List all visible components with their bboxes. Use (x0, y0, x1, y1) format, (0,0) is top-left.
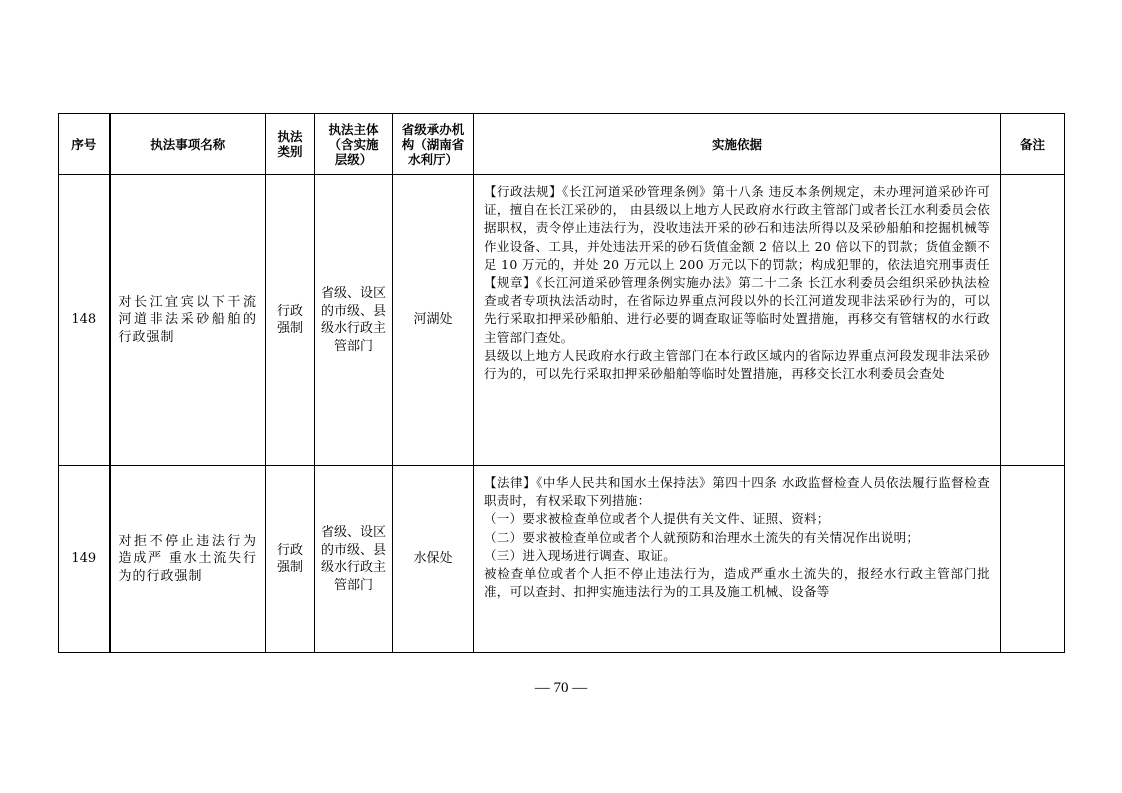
row-subject: 省级、设区的市级、县级水行政主管部门 (315, 466, 393, 653)
row-category: 行政强制 (266, 466, 315, 653)
basis-paragraph: （三）进入现场进行调查、取证。 (484, 547, 677, 563)
page-number: — 70 — (534, 680, 588, 696)
basis-paragraph: 【行政法规】《长江河道采砂管理条例》第十八条 违反本条例规定，未办理河道采砂许可证，擅自在长江采砂的， 由县级以上地方人民政府水行政主管部门或者长江水利委员会依据职权，责令停止违法行为，没收违法开采的砂石和违法所得以及采砂船舶和挖掘机械等作业设备、工具，并处违法开采的砂石货值金额 2 倍以上 20 倍以下的罚款；货值金额不足 10 万元的，并处 20 万元以上 200 万元以下的罚款；构成犯罪的，依法追究刑事责任 (484, 184, 990, 272)
row-provincial-org: 河湖处 (393, 175, 474, 466)
table-row (59, 175, 1065, 466)
enforcement-table (58, 113, 1065, 653)
basis-paragraph: （二）要求被检查单位或者个人就预防和治理水土流失的有关情况作出说明； (484, 529, 920, 545)
header-basis: 实施依据 (474, 114, 1001, 175)
table-row (59, 466, 1065, 653)
header-subject: 执法主体（含实施层级） (315, 114, 393, 175)
row-provincial-org: 水保处 (393, 466, 474, 653)
basis-paragraph: 【法律】《中华人民共和国水土保持法》第四十四条 水政监督检查人员依法履行监督检查职责时，有权采取下列措施： (484, 475, 990, 509)
header-row (59, 114, 1065, 175)
row-item-name: 对拒不停止违法行为造成严 重水土流失行为的行政强制 (110, 466, 266, 653)
row-basis (474, 466, 1001, 653)
row-category: 行政强制 (266, 175, 315, 466)
header-seq: 序号 (59, 114, 110, 175)
header-category: 执法类别 (266, 114, 315, 175)
header-provincial-org: 省级承办机构（湖南省水利厅） (393, 114, 474, 175)
row-seq: 148 (59, 175, 110, 466)
basis-paragraph: 【规章】《长江河道采砂管理条例实施办法》第二十二条 长江水利委员会组织采砂执法检查或者专项执法活动时，在省际边界重点河段以外的长江河道发现非法采砂行为的，可以先行采取扣押采砂船舶、进行必要的调查取证等临时处置措施，再移交有管辖权的水行政主管部门查处。 (484, 275, 990, 345)
row-subject: 省级、设区的市级、县级水行政主管部门 (315, 175, 393, 466)
basis-paragraph: 被检查单位或者个人拒不停止违法行为，造成严重水土流失的，报经水行政主管部门批准，可以查封、扣押实施违法行为的工具及施工机械、设备等 (484, 566, 990, 600)
basis-paragraph: 县级以上地方人民政府水行政主管部门在本行政区域内的省际边界重点河段发现非法采砂行为的，可以先行采取扣押采砂船舶等临时处置措施，再移交长江水利委员会查处 (484, 347, 990, 382)
row-remarks (1001, 466, 1065, 653)
row-remarks (1001, 175, 1065, 466)
row-item-name: 对长江宜宾以下干流河道非法采砂船舶的行政强制 (110, 175, 266, 466)
row-basis (474, 175, 1001, 466)
basis-paragraph: （一）要求被检查单位或者个人提供有关文件、证照、资料； (484, 511, 830, 527)
header-remarks: 备注 (1001, 114, 1065, 175)
row-seq: 149 (59, 466, 110, 653)
header-item-name: 执法事项名称 (110, 114, 266, 175)
